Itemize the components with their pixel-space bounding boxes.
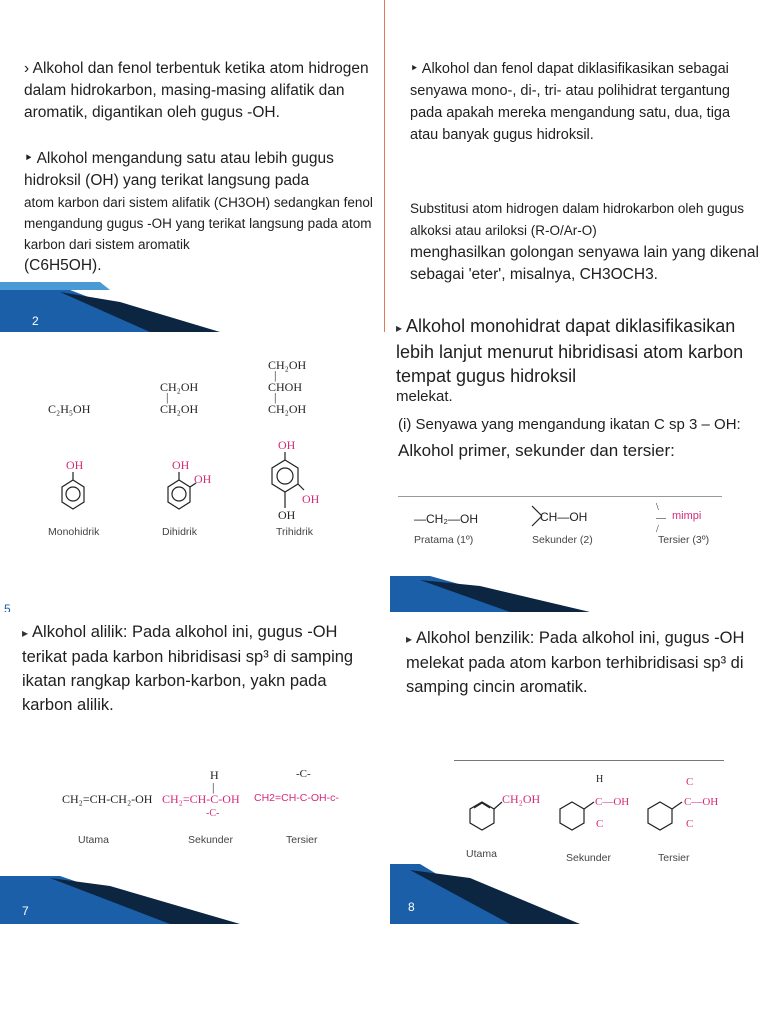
glycerol-bond1: | — [274, 368, 277, 382]
slide3-bullet2: Substitusi atom hidrogen dalam hidrokarbon oleh gugus alkoksi atau ariloksi (R-O/Ar-O) menghasilkan golongan senyawa lain yang dikenal sebagai 'eter', misalnya, CH3OCH3. — [410, 201, 759, 283]
slide8-text: ▸ Alkohol benzilik: Pada alkohol ini, gugus -OH melekat pada atom karbon terhibridisasi sp³ di samping cincin aromatik. — [406, 629, 745, 696]
benzyl-ring-diagrams — [390, 612, 768, 872]
slide2-footer-decoration — [0, 282, 384, 332]
benzyl-secondary-c: C — [596, 818, 604, 830]
catechol-oh2: OH — [194, 472, 212, 486]
slide7-text: ▸ Alkohol alilik: Pada alkohol ini, gugus -OH terikat pada karbon hibridisasi sp³ di samping ikatan rangkap karbon-karbon, yakn pada karbon alilik. — [22, 623, 354, 714]
slide3-bullet1: ‣ Alkohol dan fenol dapat diklasifikasikan sebagai senyawa mono-, di-, tri- atau polihidrat tergantung pada apakah mereka mengandung satu, dua, tiga atau banyak gugus hidroksil. — [410, 61, 731, 143]
benzyl-secondary: C—OH — [595, 796, 630, 808]
slide-7 — [0, 612, 384, 924]
slide8-bullet-icon: ▸ — [406, 632, 413, 646]
allyl-primary: CH₂=CH-CH₂-OH — [62, 792, 153, 806]
secondary-formula: CH—OH — [540, 510, 588, 524]
caption-sekunder: Sekunder — [566, 852, 611, 864]
slide7-number: 7 — [22, 904, 29, 918]
allyl-secondary-h: H — [210, 768, 219, 782]
ethylene-glycol-bottom: CH₂OH — [160, 402, 199, 416]
caption-tersier: Tersier — [286, 834, 318, 846]
allyl-secondary-bond: | — [212, 780, 215, 794]
slide-8 — [390, 612, 768, 924]
slide8-footer-decoration — [390, 864, 768, 924]
caption-tersier: Tersier (3º) — [658, 534, 710, 546]
slide6-line4: Alkohol primer, sekunder dan tersier: — [398, 441, 675, 460]
slide5-footer-decoration — [0, 580, 384, 612]
allyl-tertiary: CH2=CH-C-OH-c- — [254, 792, 339, 804]
glycerol-bond2: | — [274, 390, 277, 404]
benzyl-primary: CH₂OH — [502, 792, 541, 806]
caption-dihidrik: Dihidrik — [162, 526, 198, 538]
slide-6 — [390, 306, 768, 612]
slide2-number: 2 — [32, 314, 39, 328]
tertiary-bonds: \ — / — [656, 502, 666, 535]
slide6-divider — [398, 496, 722, 497]
caption-pratama: Pratama (1º) — [414, 534, 474, 546]
benzyl-tertiary-top: C — [686, 776, 694, 788]
slide6-heading: ▸ Alkohol monohidrat dapat diklasifikasikan lebih lanjut menurut hibridisasi atom karbon tempat gugus hidroksil — [396, 316, 744, 386]
slide6-bullet-icon: ▸ — [396, 321, 403, 335]
slide-2 — [0, 0, 385, 332]
benzyl-tertiary-bottom: C — [686, 818, 694, 830]
caption-sekunder: Sekunder — [188, 834, 233, 846]
caption-trihidrik: Trihidrik — [276, 526, 313, 538]
catechol-oh1: OH — [172, 458, 190, 472]
glycerol-bottom: CH₂OH — [268, 402, 307, 416]
slide2-bullet1: › Alkohol dan fenol terbentuk ketika atom hidrogen dalam hidrokarbon, masing-masing alifatik dan aromatik, digantikan oleh gugus -OH. — [24, 60, 369, 121]
caption-utama: Utama — [78, 834, 109, 846]
caption-utama: Utama — [466, 848, 497, 860]
c2h5oh-formula: C₂H₅OH — [48, 402, 91, 416]
allyl-secondary-c: -C- — [206, 808, 220, 819]
slide7-bullet-icon: ▸ — [22, 626, 29, 640]
slide6-line3: (i) Senyawa yang mengandung ikatan C sp 3 – OH: — [398, 416, 741, 433]
caption-tersier: Tersier — [658, 852, 690, 864]
slide6-footer-decoration — [390, 576, 768, 612]
allyl-secondary: CH₂=CH-C-OH — [162, 792, 240, 806]
ethylene-glycol-bond: | — [166, 390, 169, 404]
allyl-tertiary-top: -C- — [296, 768, 311, 780]
benzyl-tertiary: C—OH — [684, 796, 719, 808]
slide-3 — [390, 0, 768, 306]
glycerol-middle: CHOH — [268, 380, 303, 394]
benzyl-secondary-h: H — [596, 774, 604, 785]
phenol-oh: OH — [66, 458, 84, 472]
trihydroxy-oh2: OH — [302, 492, 320, 506]
tertiary-formula: mimpi — [672, 510, 702, 522]
slide6-melekat: melekat. — [396, 388, 453, 405]
caption-sekunder: Sekunder (2) — [532, 534, 593, 546]
slide2-bullet2: ‣ Alkohol mengandung satu atau lebih gugus hidroksil (OH) yang terikat langsung pada atom karbon dari sistem alifatik (CH3OH) sedangkan fenol mengandung gugus -OH yang terikat langsung pada atom karbon dari sistem aromatik (C6H5OH). — [24, 150, 373, 274]
slide8-number: 8 — [408, 900, 415, 914]
slide-5 — [0, 338, 384, 612]
trihydroxy-oh1: OH — [278, 438, 296, 452]
caption-monohidrik: Monohidrik — [48, 526, 100, 538]
benzene-ring-diagrams — [0, 338, 384, 538]
slide5-number: 5 — [4, 602, 11, 612]
trihydroxy-oh3: OH — [278, 508, 296, 522]
slide7-footer-decoration — [0, 870, 384, 924]
glycerol-top: CH₂OH — [268, 358, 307, 372]
ethylene-glycol-top: CH₂OH — [160, 380, 199, 394]
primary-formula: —CH₂—OH — [414, 512, 478, 526]
